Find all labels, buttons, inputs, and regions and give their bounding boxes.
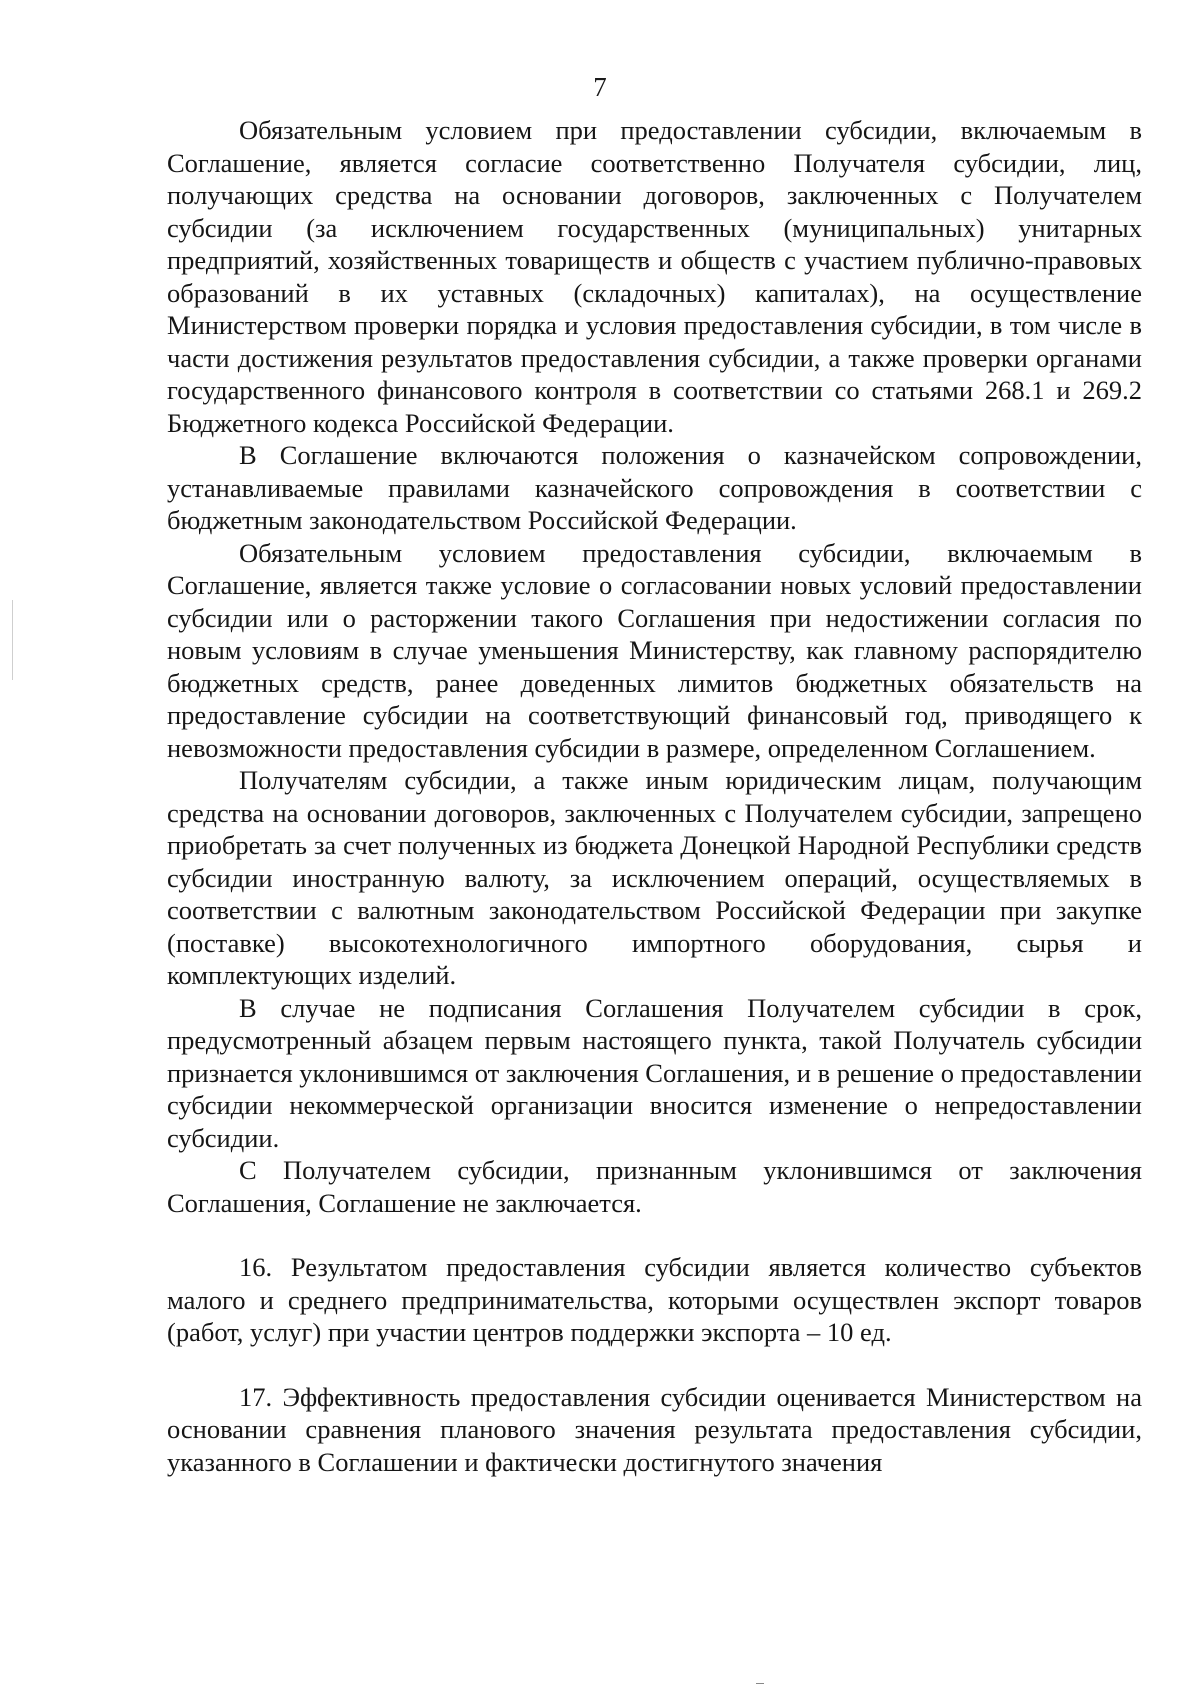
paragraph-treasury-support: В Соглашение включаются положения о казначейском сопровождении, устанавливаемые правилами казначейского сопровождения в соответствии с бюджетным законодательством Российской Федерации.	[167, 440, 1142, 535]
paragraph-unsigned-agreement: В случае не подписания Соглашения Получателем субсидии в срок, предусмотренный абзацем первым настоящего пункта, такой Получатель субсидии признается уклонившимся от заключения Соглашения, и в решение о предоставлении субсидии некоммерческой организации вносится изменение о непредоставлении субсидии.	[167, 992, 1142, 1153]
paragraph-no-agreement: С Получателем субсидии, признанным уклонившимся от заключения Соглашения, Соглашение не заключается.	[167, 1155, 1142, 1218]
paragraph-currency-prohibition: Получателям субсидии, а также иным юридическим лицам, получающим средства на основании договоров, заключенных с Получателем субсидии, запрещено приобретать за счет полученных из бюджета Донецкой Народной Республики средств субсидии иностранную валюту, за исключением операций, осуществляемых в соответствии с валютным законодательством Российской Федерации при закупке (поставке) высокотехнологичного импортного оборудования, сырья и комплектующих изделий.	[167, 765, 1142, 990]
paragraph-mandatory-condition-consent: Обязательным условием при предоставлении субсидии, включаемым в Соглашение, является согласие соответственно Получателя субсидии, лиц, получающих средства на основании договоров, заключенных с Получателем субсидии (за исключением государственных (муниципальных) унитарных предприятий, хозяйственных товариществ и обществ с участием публично-правовых образований в их уставных (складочных) капиталах), на осуществление Министерством проверки порядка и условия предоставления субсидии, в том числе в части достижения результатов предоставления субсидии, а также проверки органами государственного финансового контроля в соответствии со статьями 268.1 и 269.2 Бюджетного кодекса Российской Федерации.	[167, 115, 1142, 438]
page-number: 7	[593, 72, 607, 102]
scan-bottom-mark	[756, 1683, 764, 1684]
clause-16-result: 16. Результатом предоставления субсидии является количество субъектов малого и среднего предпринимательства, которыми осуществлен экспорт товаров (работ, услуг) при участии центров поддержки экспорта – 10 ед.	[167, 1252, 1142, 1347]
paragraph-mandatory-condition-new-terms: Обязательным условием предоставления субсидии, включаемым в Соглашение, является также условие о согласовании новых условий предоставлении субсидии или о расторжении такого Соглашения при недостижении согласия по новым условиям в случае уменьшения Министерству, как главному распорядителю бюджетных средств, ранее доведенных лимитов бюджетных обязательств на предоставление субсидии на соответствующий финансовый год, приводящего к невозможности предоставления субсидии в размере, определенном Соглашением.	[167, 537, 1142, 763]
document-body	[167, 114, 1142, 1478]
scan-margin-mark	[12, 600, 13, 680]
clause-17-efficiency: 17. Эффективность предоставления субсидии оценивается Министерством на основании сравнения планового значения результата предоставления субсидии, указанного в Соглашении и фактически достигнутого значения	[167, 1381, 1142, 1477]
